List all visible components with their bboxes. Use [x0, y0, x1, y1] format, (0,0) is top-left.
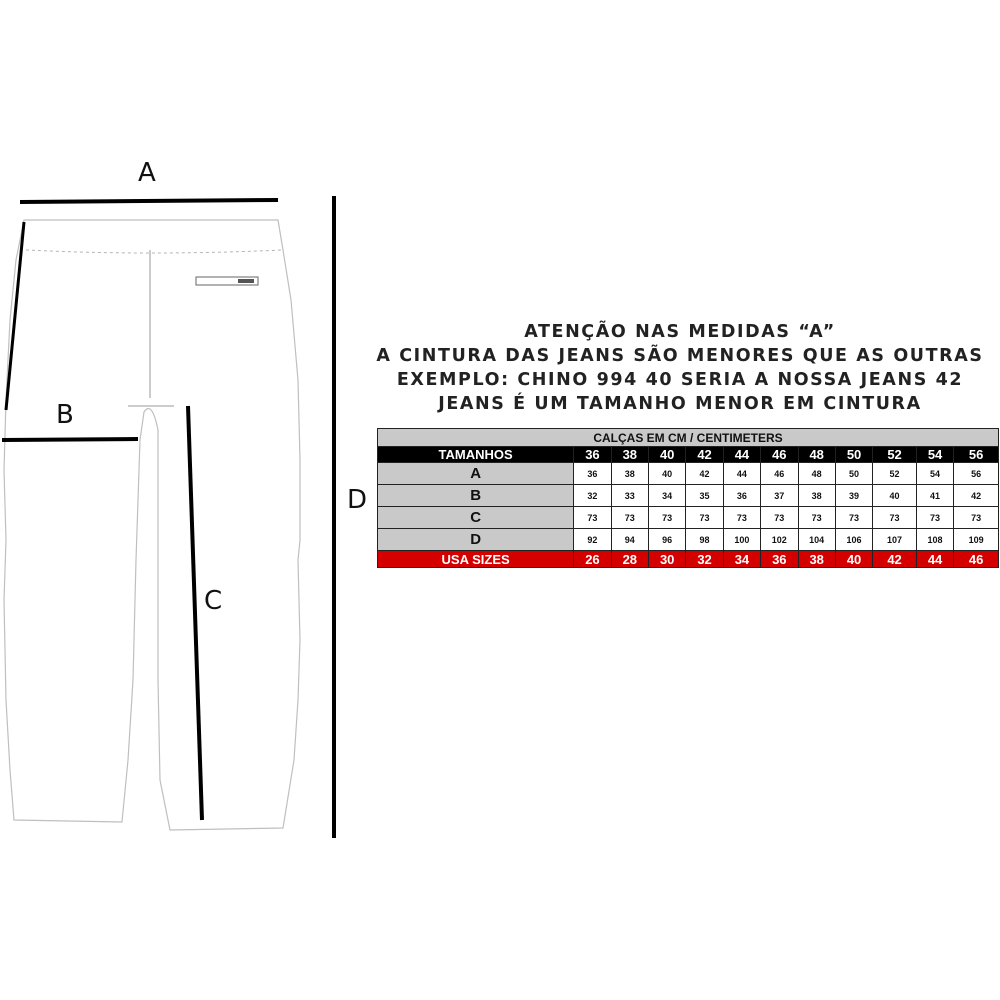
- vertical-divider: [332, 196, 336, 838]
- measure-cell: 50: [835, 463, 872, 485]
- measure-line-b: [2, 439, 138, 440]
- usa-size-cell: 40: [835, 551, 872, 568]
- measure-row-c: [378, 507, 999, 529]
- measure-cell: 108: [916, 529, 953, 551]
- measure-cell: 52: [873, 463, 917, 485]
- measure-cell: 107: [873, 529, 917, 551]
- sizes-row: [378, 447, 999, 463]
- sizing-notice: [360, 320, 1000, 416]
- measure-cell: 40: [873, 485, 917, 507]
- measure-label: D: [378, 529, 574, 551]
- size-cell: 36: [574, 447, 611, 463]
- usa-size-cell: 26: [574, 551, 611, 568]
- usa-size-cell: 30: [649, 551, 686, 568]
- measure-cell: 109: [954, 529, 999, 551]
- measure-cell: 42: [686, 463, 723, 485]
- size-table: [377, 428, 999, 568]
- measure-cell: 106: [835, 529, 872, 551]
- usa-size-cell: 44: [916, 551, 953, 568]
- measure-cell: 73: [916, 507, 953, 529]
- measure-cell: 42: [954, 485, 999, 507]
- notice-line: JEANS É UM TAMANHO MENOR EM CINTURA: [438, 394, 922, 414]
- measure-cell: 73: [835, 507, 872, 529]
- table-title: CALÇAS EM CM / CENTIMETERS: [378, 429, 999, 447]
- measure-cell: 37: [761, 485, 798, 507]
- usa-size-cell: 42: [873, 551, 917, 568]
- measure-cell: 100: [723, 529, 760, 551]
- measure-cell: 34: [649, 485, 686, 507]
- sizes-label: TAMANHOS: [378, 447, 574, 463]
- measure-row-b: [378, 485, 999, 507]
- size-cell: 54: [916, 447, 953, 463]
- size-cell: 52: [873, 447, 917, 463]
- usa-size-cell: 38: [798, 551, 835, 568]
- usa-size-cell: 28: [611, 551, 648, 568]
- measure-cell: 104: [798, 529, 835, 551]
- measure-cell: 46: [761, 463, 798, 485]
- pants-outline: [4, 220, 300, 830]
- usa-label: USA SIZES: [378, 551, 574, 568]
- label-a: A: [138, 158, 156, 188]
- measure-cell: 32: [574, 485, 611, 507]
- measure-label: A: [378, 463, 574, 485]
- usa-size-cell: 46: [954, 551, 999, 568]
- measure-cell: 36: [723, 485, 760, 507]
- size-cell: 42: [686, 447, 723, 463]
- label-b: B: [56, 400, 74, 430]
- measure-label: B: [378, 485, 574, 507]
- measure-cell: 94: [611, 529, 648, 551]
- measure-label: C: [378, 507, 574, 529]
- measure-cell: 73: [873, 507, 917, 529]
- measure-cell: 102: [761, 529, 798, 551]
- measure-cell: 98: [686, 529, 723, 551]
- measure-cell: 35: [686, 485, 723, 507]
- measure-cell: 39: [835, 485, 872, 507]
- usa-size-cell: 32: [686, 551, 723, 568]
- notice-line: ATENÇÃO NAS MEDIDAS “A”: [524, 322, 836, 342]
- measure-cell: 96: [649, 529, 686, 551]
- measure-cell: 56: [954, 463, 999, 485]
- measure-cell: 73: [649, 507, 686, 529]
- measure-row-a: [378, 463, 999, 485]
- size-cell: 44: [723, 447, 760, 463]
- usa-sizes-row: [378, 551, 999, 568]
- size-cell: 40: [649, 447, 686, 463]
- size-cell: 38: [611, 447, 648, 463]
- measure-row-d: [378, 529, 999, 551]
- size-cell: 56: [954, 447, 999, 463]
- pants-diagram: [0, 0, 340, 900]
- notice-line: A CINTURA DAS JEANS SÃO MENORES QUE AS OUTRAS: [376, 346, 984, 366]
- measure-cell: 92: [574, 529, 611, 551]
- notice-line: EXEMPLO: CHINO 994 40 SERIA A NOSSA JEANS 42: [396, 370, 964, 390]
- measure-cell: 44: [723, 463, 760, 485]
- usa-size-cell: 34: [723, 551, 760, 568]
- measure-cell: 48: [798, 463, 835, 485]
- size-cell: 48: [798, 447, 835, 463]
- usa-size-cell: 36: [761, 551, 798, 568]
- size-cell: 46: [761, 447, 798, 463]
- measure-cell: 73: [723, 507, 760, 529]
- label-d: D: [347, 485, 368, 515]
- measure-cell: 36: [574, 463, 611, 485]
- label-c: C: [204, 586, 223, 616]
- table-title-row: [378, 429, 999, 447]
- measure-cell: 73: [574, 507, 611, 529]
- measure-cell: 40: [649, 463, 686, 485]
- measure-cell: 41: [916, 485, 953, 507]
- measure-cell: 54: [916, 463, 953, 485]
- measure-cell: 73: [611, 507, 648, 529]
- size-cell: 50: [835, 447, 872, 463]
- measure-cell: 73: [798, 507, 835, 529]
- measure-cell: 33: [611, 485, 648, 507]
- measure-cell: 38: [798, 485, 835, 507]
- measure-cell: 73: [761, 507, 798, 529]
- measure-line-a: [20, 200, 278, 202]
- measure-cell: 73: [954, 507, 999, 529]
- measure-cell: 38: [611, 463, 648, 485]
- measure-cell: 73: [686, 507, 723, 529]
